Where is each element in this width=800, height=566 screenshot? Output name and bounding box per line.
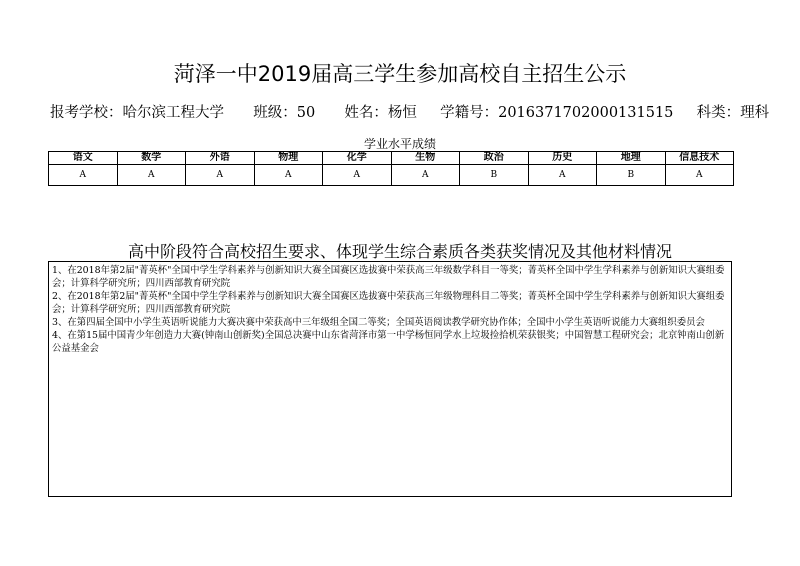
student-id-label: 学籍号： — [440, 105, 499, 121]
award-item: 3、在第四届全国中小学生英语听说能力大赛决赛中荣获高中三年级组全国二等奖；全国英语阅读教学研究协作体；全国中小学生英语听说能力大赛组织委员会 — [52, 317, 705, 328]
grade-cell: A — [528, 165, 597, 186]
subject-cell: 生物 — [391, 152, 460, 165]
subject-cell: 政治 — [460, 152, 529, 165]
subject-cell: 地理 — [597, 152, 666, 165]
subject-cell: 历史 — [528, 152, 597, 165]
grade-cell: B — [460, 165, 529, 186]
subject-cell: 物理 — [254, 152, 323, 165]
grade-cell: A — [665, 165, 734, 186]
grades-row — [49, 165, 734, 186]
grade-cell: B — [597, 165, 666, 186]
class-value: 50 — [296, 105, 316, 121]
grade-cell: A — [323, 165, 392, 186]
grade-cell: A — [117, 165, 186, 186]
grade-cell: A — [49, 165, 118, 186]
school-label: 报考学校： — [50, 105, 123, 121]
grade-cell: A — [186, 165, 255, 186]
scores-title: 学业水平成绩 — [363, 137, 436, 151]
class-label: 班级： — [253, 105, 297, 121]
subject-cell: 语文 — [49, 152, 118, 165]
student-info — [50, 101, 769, 122]
category-value: 理科 — [740, 105, 770, 121]
subject-cell: 信息技术 — [665, 152, 734, 165]
page-title: 菏泽一中2019届高三学生参加高校自主招生公示 — [173, 62, 627, 86]
subject-cell: 外语 — [186, 152, 255, 165]
school-value: 哈尔滨工程大学 — [122, 105, 224, 121]
award-item: 1、在2018年第2届"菁英杯"全国中学生学科素养与创新知识大赛全国赛区选拔赛中荣获高三年级数学科目一等奖；菁英杯全国中学生学科素养与创新知识大赛组委会；计算科学研究所；四川西部教育研究院 — [52, 265, 725, 289]
awards-title: 高中阶段符合高校招生要求、体现学生综合素质各类获奖情况及其他材料情况 — [127, 242, 672, 261]
subjects-row — [49, 152, 734, 165]
student-id-value: 2016371702000131515 — [498, 105, 674, 121]
subject-cell: 数学 — [117, 152, 186, 165]
grade-cell: A — [254, 165, 323, 186]
awards-box — [48, 261, 732, 497]
name-value: 杨恒 — [387, 105, 417, 121]
grade-cell: A — [391, 165, 460, 186]
scores-table — [48, 151, 734, 186]
subject-cell: 化学 — [323, 152, 392, 165]
category-label: 科类： — [696, 105, 741, 121]
name-label: 姓名： — [344, 105, 388, 121]
award-item: 2、在2018年第2届"菁英杯"全国中学生学科素养与创新知识大赛全国赛区选拔赛中荣获高三年级物理科目二等奖；菁英杯全国中学生学科素养与创新知识大赛组委会；计算科学研究所；四川西部教育研究院 — [52, 291, 725, 315]
award-item: 4、在第15届中国青少年创造力大赛(钟南山创新奖)全国总决赛中山东省菏泽市第一中学杨恒同学水上垃圾捡拾机荣获银奖；中国智慧工程研究会；北京钟南山创新公益基金会 — [52, 330, 725, 354]
